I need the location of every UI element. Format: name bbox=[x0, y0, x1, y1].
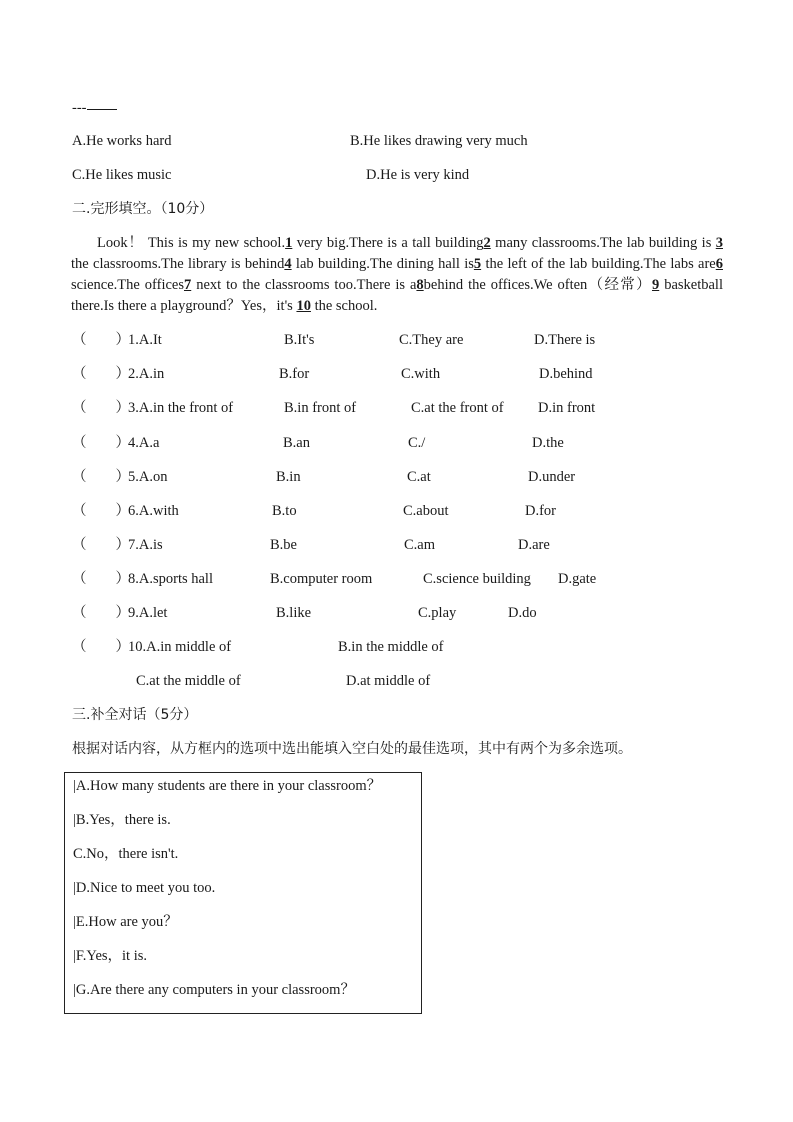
choice-c: C.play bbox=[418, 605, 457, 621]
blank-3: 3 bbox=[715, 235, 723, 251]
choice-d: D.the bbox=[532, 435, 564, 451]
options-box bbox=[64, 772, 422, 1014]
cloze-passage bbox=[71, 233, 723, 317]
choice-b: B.like bbox=[276, 605, 312, 621]
section3-instruction: 根据对话内容，从方框内的选项中选出能填入空白处的最佳选项，其中有两个为多余选项。 bbox=[72, 741, 632, 757]
choice-d: D.for bbox=[525, 503, 557, 519]
choice-c: C.about bbox=[403, 503, 449, 519]
choice-b: B.to bbox=[272, 503, 297, 519]
choice-b: B.It's bbox=[284, 332, 315, 348]
question-row bbox=[72, 434, 718, 452]
choice-a: 5.A.on bbox=[128, 469, 168, 485]
choice-a: 2.A.in bbox=[128, 366, 165, 382]
choice-a: 4.A.a bbox=[128, 435, 160, 451]
option-a: A.He works hard bbox=[72, 133, 172, 149]
choice-a: 3.A.in the front of bbox=[128, 400, 234, 416]
choice-c: C.science building bbox=[423, 571, 531, 587]
choice-d: D.gate bbox=[558, 571, 597, 587]
choice-d: D.in front bbox=[538, 400, 596, 416]
choice-b: B.computer room bbox=[270, 571, 373, 587]
choice-a: 1.A.It bbox=[128, 332, 162, 348]
answer-parens[interactable]: （ ） bbox=[72, 435, 130, 451]
passage-text: the classrooms.The library is behind bbox=[71, 256, 285, 272]
dialogue-option: |E.How are you？ bbox=[73, 914, 178, 930]
choice-b: B.an bbox=[283, 435, 310, 451]
option-b: B.He likes drawing very much bbox=[350, 133, 528, 149]
choice-b: B.in the middle of bbox=[338, 639, 444, 655]
answer-parens[interactable]: （ ） bbox=[72, 332, 130, 348]
blank-10: 10 bbox=[296, 298, 311, 314]
choice-c: C.with bbox=[401, 366, 441, 382]
passage-text: Look！ This is my new school. bbox=[97, 235, 286, 251]
question-row bbox=[72, 604, 718, 622]
choice-d: D.are bbox=[518, 537, 550, 553]
answer-parens[interactable]: （ ） bbox=[72, 605, 130, 621]
blank-9: 9 bbox=[651, 277, 660, 293]
dashes: --- bbox=[72, 100, 87, 116]
answer-line bbox=[72, 99, 117, 117]
blank-2: 2 bbox=[483, 235, 491, 251]
passage-text: many classrooms.The lab building is bbox=[490, 235, 716, 251]
section2-title: 二.完形填空。（10分） bbox=[72, 201, 214, 217]
choice-b: B.for bbox=[279, 366, 310, 382]
passage-text: the left of the lab building.The labs are bbox=[481, 256, 716, 272]
choice-a: 6.A.with bbox=[128, 503, 179, 519]
choice-a: 10.A.in middle of bbox=[128, 639, 232, 655]
choice-c: C.They are bbox=[399, 332, 464, 348]
question-row-continued bbox=[78, 672, 718, 690]
question-row bbox=[72, 570, 718, 588]
passage-text: the school. bbox=[310, 298, 378, 314]
question-row bbox=[72, 468, 718, 486]
choice-c: C.at the middle of bbox=[136, 673, 241, 689]
choice-d: D.There is bbox=[534, 332, 596, 348]
answer-parens[interactable]: （ ） bbox=[72, 366, 130, 382]
passage-text: behind the offices.We often（经常） bbox=[423, 277, 652, 293]
option-d: D.He is very kind bbox=[366, 167, 470, 183]
answer-parens[interactable]: （ ） bbox=[72, 400, 130, 416]
dialogue-option: C.No，there isn't. bbox=[73, 846, 179, 862]
choice-d: D.at middle of bbox=[346, 673, 431, 689]
question-row bbox=[72, 502, 718, 520]
dialogue-option: |G.Are there any computers in your classroom？ bbox=[73, 982, 355, 998]
choice-d: D.do bbox=[508, 605, 537, 621]
choice-d: D.behind bbox=[539, 366, 593, 382]
answer-parens[interactable]: （ ） bbox=[72, 469, 130, 485]
question-row bbox=[72, 638, 718, 656]
passage-text: basketball there.Is there a playground？Yes，it's bbox=[71, 277, 723, 314]
question-row bbox=[72, 536, 718, 554]
dialogue-option: |A.How many students are there in your classroom？ bbox=[73, 778, 382, 794]
blank-7: 7 bbox=[183, 277, 192, 293]
option-c: C.He likes music bbox=[72, 167, 172, 183]
passage-text: lab building.The dining hall is bbox=[291, 256, 474, 272]
choice-c: C./ bbox=[408, 435, 426, 451]
blank-5: 5 bbox=[473, 256, 482, 272]
choice-a: 9.A.let bbox=[128, 605, 168, 621]
answer-parens[interactable]: （ ） bbox=[72, 571, 130, 587]
choice-a: 8.A.sports hall bbox=[128, 571, 213, 587]
blank-4: 4 bbox=[284, 256, 292, 272]
passage-text: very big.There is a tall building bbox=[292, 235, 484, 251]
choice-c: C.at bbox=[407, 469, 431, 485]
question-row bbox=[72, 331, 718, 349]
blank-6: 6 bbox=[715, 256, 723, 272]
choice-c: C.at the front of bbox=[411, 400, 504, 416]
answer-parens[interactable]: （ ） bbox=[72, 639, 130, 655]
dialogue-option: |D.Nice to meet you too. bbox=[73, 880, 216, 896]
dialogue-option: |B.Yes，there is. bbox=[73, 812, 171, 828]
blank-1: 1 bbox=[285, 235, 293, 251]
question-row bbox=[72, 365, 718, 383]
choice-b: B.in front of bbox=[284, 400, 357, 416]
choice-b: B.be bbox=[270, 537, 297, 553]
blank-8: 8 bbox=[416, 277, 424, 293]
passage-text: science.The offices bbox=[71, 277, 184, 293]
answer-blank bbox=[87, 109, 117, 110]
choice-c: C.am bbox=[404, 537, 436, 553]
question-row bbox=[72, 399, 718, 417]
choice-b: B.in bbox=[276, 469, 301, 485]
section3-title: 三.补全对话（5分） bbox=[72, 707, 198, 723]
passage-text: next to the classrooms too.There is a bbox=[191, 277, 417, 293]
dialogue-option: |F.Yes，it is. bbox=[73, 948, 148, 964]
answer-parens[interactable]: （ ） bbox=[72, 503, 130, 519]
answer-parens[interactable]: （ ） bbox=[72, 537, 130, 553]
choice-a: 7.A.is bbox=[128, 537, 163, 553]
choice-d: D.under bbox=[528, 469, 576, 485]
